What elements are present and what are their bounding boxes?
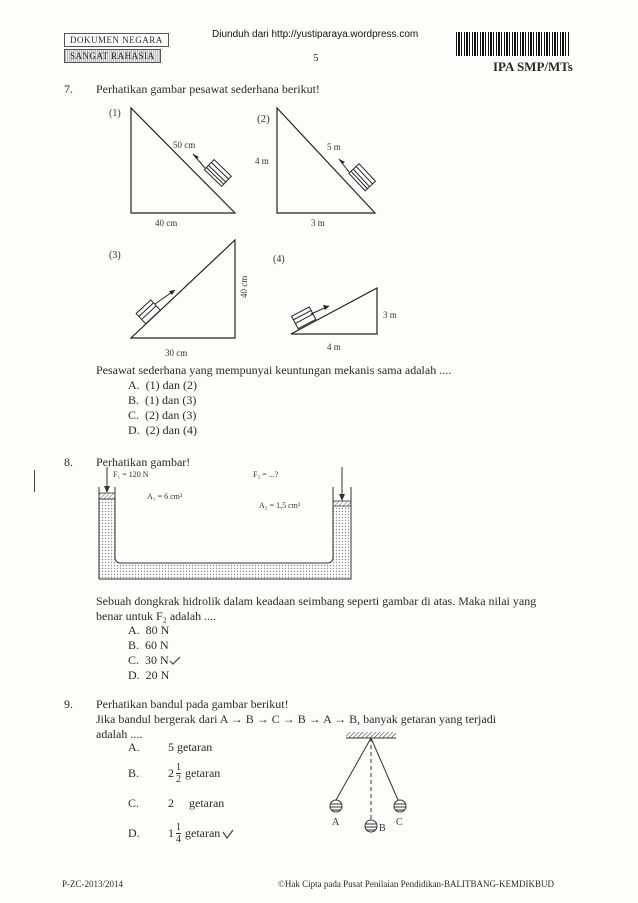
- q8-question-line2: benar untuk F₂ adalah ....: [96, 609, 217, 623]
- f1-label: F₁ = 120 N: [113, 470, 149, 479]
- subject-label: IPA SMP/MTs: [493, 59, 573, 74]
- fig1-incline: [131, 108, 235, 213]
- secret-label: SANGAT RAHASIA: [64, 49, 161, 63]
- q9-number: 9.: [64, 697, 73, 711]
- q9-options: [128, 740, 234, 856]
- fig2-height-label: 4 m: [255, 156, 269, 166]
- label-b: B: [379, 823, 386, 834]
- fig3-height-label: 40 cm: [239, 275, 249, 298]
- fig1-tag: (1): [109, 108, 121, 119]
- q8-option-a[interactable]: A. 80 N: [128, 623, 170, 637]
- fig1-slope-label: 50 cm: [173, 140, 196, 150]
- q9-question-line2: adalah ....: [96, 727, 143, 741]
- q7-option-a[interactable]: A. (1) dan (2): [128, 378, 197, 392]
- fig4-height-label: 3 m: [383, 310, 397, 320]
- page-number: 5: [313, 52, 319, 64]
- q7-option-d[interactable]: D. (2) dan (4): [128, 423, 197, 437]
- string-a: [336, 738, 371, 800]
- q8-option-d[interactable]: D. 20 N: [128, 668, 170, 682]
- q7-option-b[interactable]: B. (1) dan (3): [128, 393, 197, 407]
- q7-prompt: Perhatikan gambar pesawat sederhana berikut!: [96, 82, 320, 96]
- fig1-block: [204, 160, 231, 187]
- fig4-tag: (4): [273, 254, 285, 265]
- document-label: DOKUMEN NEGARA: [64, 33, 169, 47]
- fluid: [99, 498, 351, 579]
- q7-figures: [95, 98, 555, 368]
- q8-options: [128, 623, 181, 683]
- string-c: [371, 738, 398, 800]
- bob-b: [365, 820, 377, 832]
- a2-label: A₂ = 1,5 cm²: [259, 501, 301, 510]
- footer-copyright: ©Hak Cipta pada Pusat Penilaian Pendidikan-BALITBANG-KEMDIKBUD: [278, 879, 555, 889]
- q7-options: [128, 378, 197, 438]
- q9-option-b[interactable]: B. 2 $\frac{1}{2}$ getaran: [128, 762, 221, 785]
- q9-pendulum: [320, 728, 420, 836]
- piston-1: [99, 493, 115, 499]
- q7-option-c[interactable]: C. (2) dan (3): [128, 408, 197, 422]
- barcode: [456, 32, 570, 56]
- fig3-tag: (3): [109, 250, 121, 261]
- f2-label: F₂ = ...?: [253, 470, 279, 479]
- bob-c: [394, 800, 406, 812]
- fig3-block: [136, 300, 160, 324]
- fig1-base-label: 40 cm: [155, 218, 178, 228]
- margin-mark: [34, 470, 35, 492]
- q7-number: 7.: [64, 82, 73, 96]
- fig2-tag: (2): [257, 113, 270, 125]
- q9-option-c[interactable]: C. 2 getaran: [128, 796, 225, 810]
- fig4-block: [292, 307, 316, 329]
- q8-question-line1: Sebuah dongkrak hidrolik dalam keadaan seimbang seperti gambar di atas. Maka nilai yang: [96, 594, 537, 608]
- q9-prompt: Perhatikan bandul pada gambar berikut!: [96, 697, 289, 711]
- source-link[interactable]: Diunduh dari http://yustiparaya.wordpress.com: [212, 29, 419, 40]
- fig2-base-label: 3 m: [311, 218, 325, 228]
- label-c: C: [396, 817, 403, 828]
- fig4-base-label: 4 m: [327, 342, 341, 352]
- check-mark-icon: [222, 829, 234, 839]
- fraction: $\frac{1}{4}$: [176, 822, 181, 845]
- q8-hydraulic-jack: [95, 465, 385, 585]
- fig3-base-label: 30 cm: [165, 348, 188, 358]
- q7-question: Pesawat sederhana yang mempunyai keuntungan mekanis sama adalah ....: [96, 363, 452, 377]
- q8-number: 8.: [64, 455, 73, 469]
- check-mark-icon: [169, 656, 181, 666]
- q8-prompt: Perhatikan gambar!: [96, 455, 191, 469]
- q9-question-line1: Jika bandul bergerak dari A → B → C → B → A → B, banyak getaran yang terjadi: [96, 712, 497, 726]
- footer-code: P-ZC-2013/2014: [62, 879, 124, 889]
- q9-option-d[interactable]: D. 1 $\frac{1}{4}$ getaran: [128, 822, 234, 856]
- fig2-incline: [277, 108, 375, 213]
- q9-option-a[interactable]: A. 5 getaran: [128, 740, 213, 754]
- q8-option-c[interactable]: C. 30 N: [128, 653, 181, 668]
- q8-option-b[interactable]: B. 60 N: [128, 638, 169, 652]
- fig2-slope-label: 5 m: [327, 142, 341, 152]
- fraction: $\frac{1}{2}$: [176, 762, 181, 785]
- a1-label: A₁ = 6 cm²: [147, 492, 183, 501]
- label-a: A: [332, 817, 340, 828]
- piston-2: [333, 501, 351, 506]
- pendulum-support: [346, 732, 396, 738]
- bob-a: [330, 800, 342, 812]
- fig2-block: [349, 164, 376, 191]
